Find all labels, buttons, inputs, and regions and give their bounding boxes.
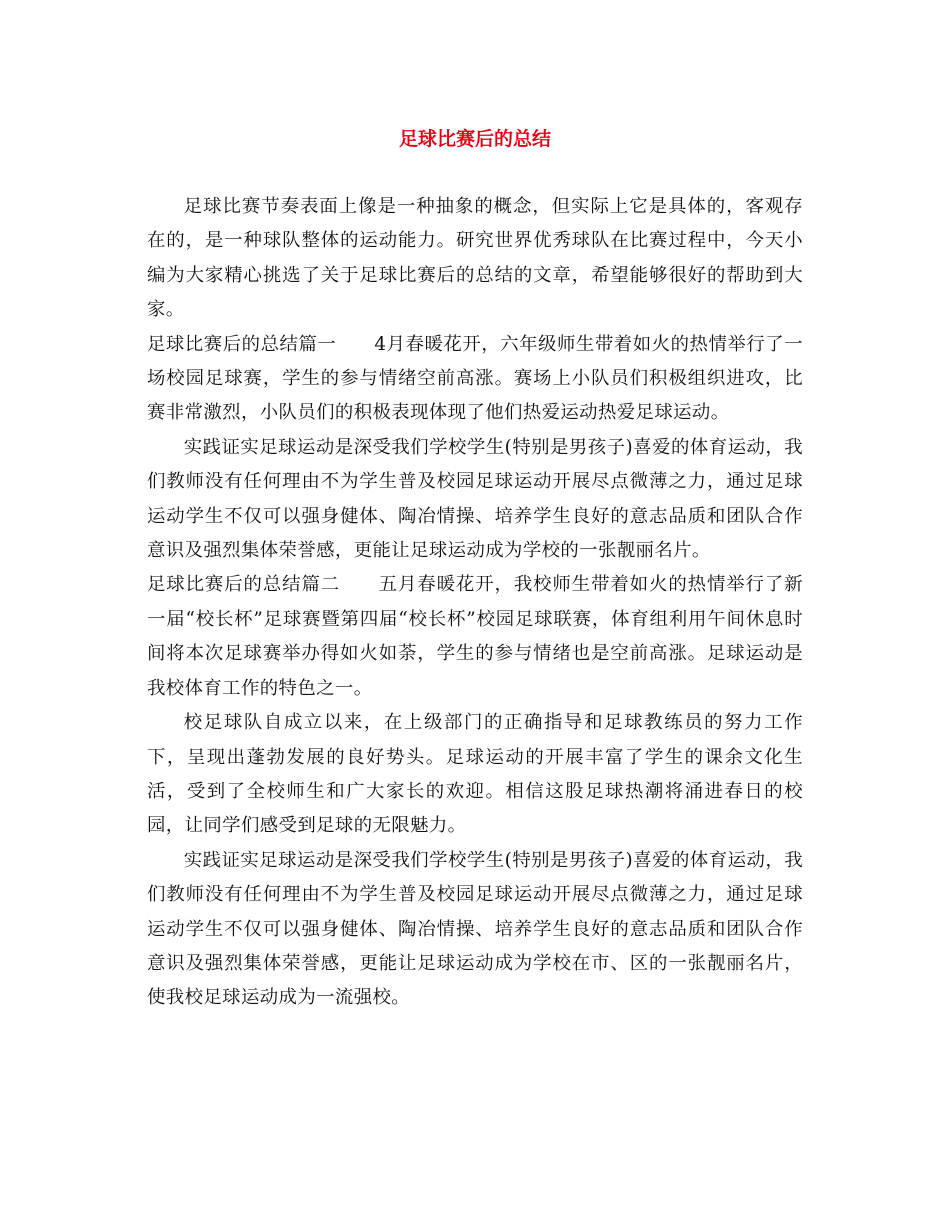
page-title: 足球比赛后的总结 [398,128,551,150]
document-body [147,190,803,1016]
paragraph-text: 4月春暖花开，六年级师生带着如火的热情举行了一场校园足球赛，学生的参与情绪空前高涨。赛场上小队员们积极组织进攻，比赛非常激烈，小队员们的积极表现体现了他们热爱运动热爱足球运动。 [147,333,803,424]
paragraph-team [147,706,803,844]
paragraph-practice-one [147,431,803,569]
paragraph-text: 校足球队自成立以来，在上级部门的正确指导和足球教练员的努力工作下，呈现出蓬勃发展的良好势头。足球运动的开展丰富了学生的课余文化生活，受到了全校师生和广大家长的欢迎。相信这股足球热潮将涌进春日的校园，让同学们感受到足球的无限魅力。 [147,712,803,837]
paragraph-intro [147,190,803,328]
paragraph-text: 足球比赛节奏表面上像是一种抽象的概念，但实际上它是具体的，客观存在的，是一种球队整体的运动能力。研究世界优秀球队在比赛过程中，今天小编为大家精心挑选了关于足球比赛后的总结的文章，希望能够很好的帮助到大家。 [147,196,803,321]
paragraph-text: 实践证实足球运动是深受我们学校学生(特别是男孩子)喜爱的体育运动，我们教师没有任何理由不为学生普及校园足球运动开展尽点微薄之力，通过足球运动学生不仅可以强身健体、陶冶情操、培养学生良好的意志品质和团队合作意识及强烈集体荣誉感，更能让足球运动成为学校在市、区的一张靓丽名片，使我校足球运动成为一流强校。 [147,849,803,1009]
section-heading: 足球比赛后的总结篇一 [147,333,337,355]
paragraph-practice-two [147,844,803,1016]
paragraph-text: 实践证实足球运动是深受我们学校学生(特别是男孩子)喜爱的体育运动，我们教师没有任何理由不为学生普及校园足球运动开展尽点微薄之力，通过足球运动学生不仅可以强身健体、陶冶情操、培养学生良好的意志品质和团队合作意识及强烈集体荣誉感，更能让足球运动成为学校的一张靓丽名片。 [147,436,803,562]
paragraph-section-one [147,328,803,431]
section-heading: 足球比赛后的总结篇二 [147,574,341,596]
paragraph-section-two [147,568,803,706]
paragraph-text: 五月春暖花开，我校师生带着如火的热情举行了新一届“校长杯”足球赛暨第四届“校长杯”校园足球联赛，体育组利用午间休息时间将本次足球赛举办得如火如荼，学生的参与情绪也是空前高涨。足球运动是我校体育工作的特色之一。 [147,574,803,699]
